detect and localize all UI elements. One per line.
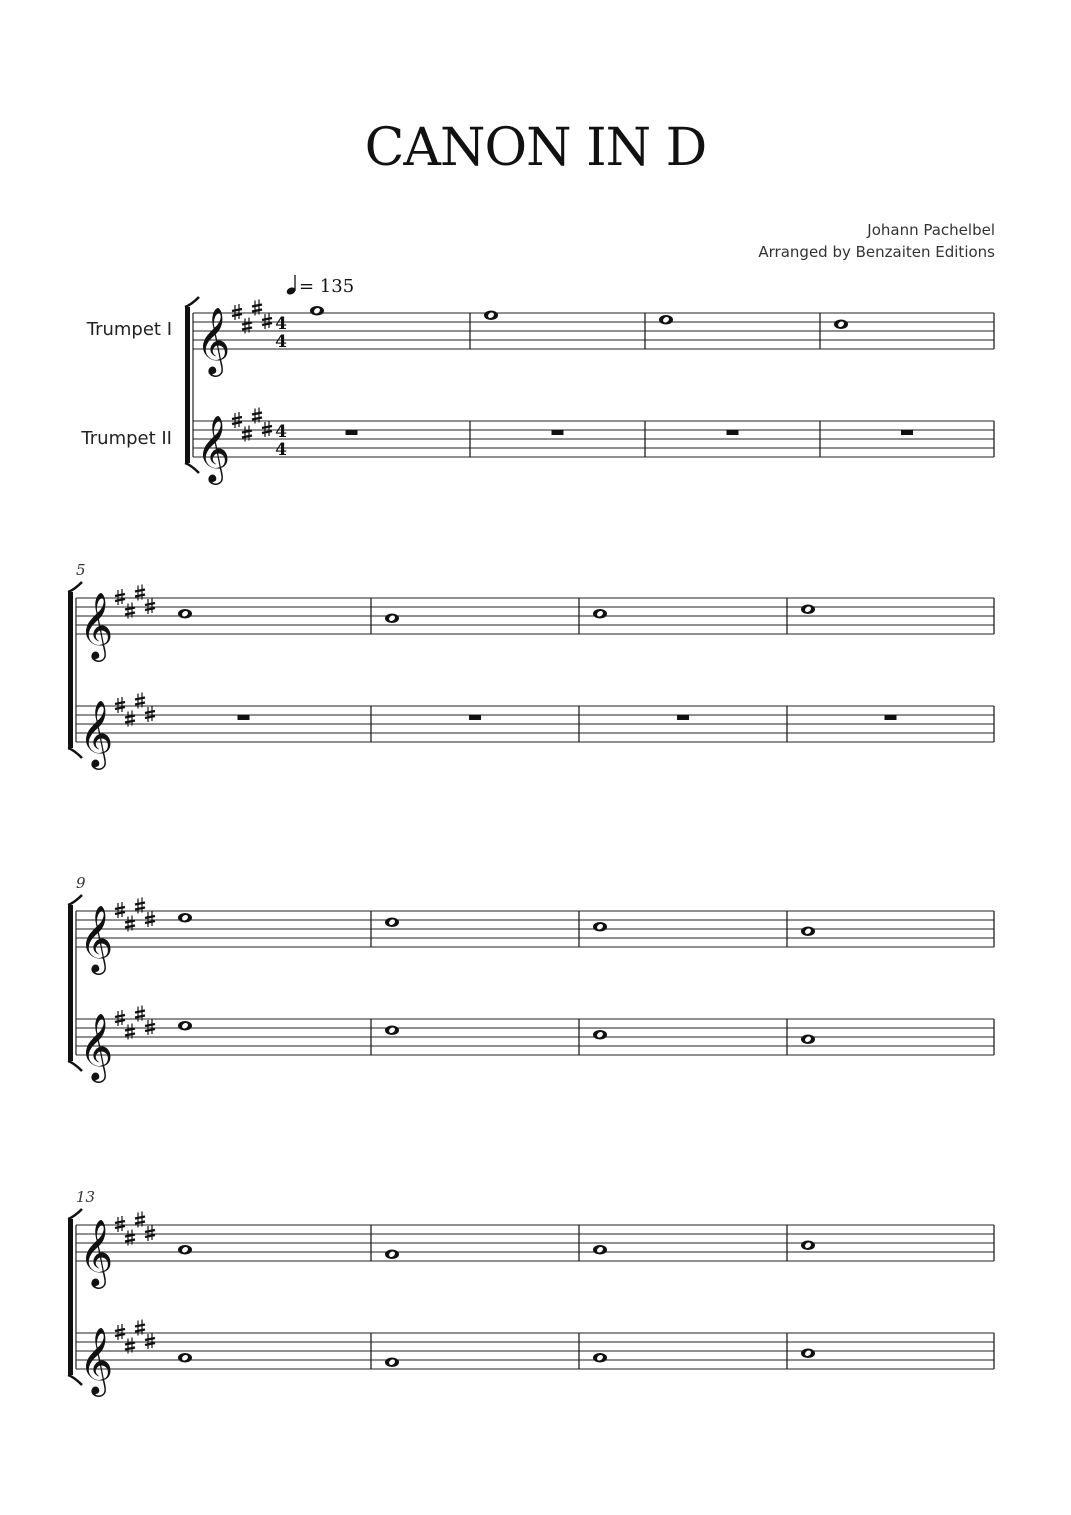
sharp-bar [115,1334,125,1336]
whole-note [834,319,848,329]
whole-rest [552,430,564,435]
sharp-bar [135,1217,145,1219]
sharp-bar [125,1034,135,1036]
whole-note [178,1245,192,1255]
sharp-bar [125,1343,135,1345]
score-title: CANON IN D [364,118,707,178]
sharp-bar [125,1348,135,1350]
whole-note [385,1357,399,1367]
sharp-bar [135,595,145,597]
measure-number: 9 [76,874,86,892]
sharp-bar [135,1011,145,1013]
whole-note [178,1353,192,1363]
whole-note [310,306,324,316]
system-bracket [185,307,190,463]
sharp-bar [125,721,135,723]
sharp-bar [145,1029,155,1031]
sharp-bar [145,1235,155,1237]
sharp-bar [242,328,252,330]
whole-note [385,917,399,927]
whole-note [484,310,498,320]
sharp-bar [145,603,155,605]
instrument-label-trumpet-2: Trumpet II [81,428,172,449]
sharp-bar [262,431,272,433]
sharp-bar [135,908,145,910]
sharp-bar [125,921,135,923]
sharp-bar [232,422,242,424]
sharp-bar [125,1029,135,1031]
staff-system-3-part-2 [76,1006,994,1084]
sharp-bar [242,323,252,325]
treble-clef-icon: 𝄞 [79,1012,114,1080]
system-bracket [68,592,73,748]
sharp-bar [115,1226,125,1228]
whole-note [385,1249,399,1259]
sharp-bar [145,916,155,918]
sharp-bar [145,716,155,718]
treble-clef-icon: 𝄞 [196,414,231,482]
whole-note [385,613,399,623]
sharp-bar [115,707,125,709]
staff-system-4-part-2 [76,1320,994,1398]
whole-note [659,315,673,325]
whole-note [801,1348,815,1358]
treble-clef-icon: 𝄞 [79,699,114,767]
measure-number: 5 [76,561,86,579]
whole-rest [727,430,739,435]
sharp-bar [125,716,135,718]
sharp-bar [252,413,262,415]
sharp-bar [252,305,262,307]
arranger-credit: Arranged by Benzaiten Editions [758,243,995,261]
treble-clef-icon: 𝄞 [79,1326,114,1394]
sharp-bar [115,1221,125,1223]
system-bracket [68,1219,73,1375]
sharp-bar [262,426,272,428]
sharp-bar [125,608,135,610]
treble-clef-icon: 𝄞 [79,591,114,659]
sharp-bar [135,590,145,592]
instrument-label-trumpet-1: Trumpet I [86,319,172,340]
time-signature-bottom: 4 [275,332,287,352]
sharp-bar [115,594,125,596]
whole-rest [346,430,358,435]
staff-system-4-part-1 [76,1212,994,1290]
whole-note [801,1034,815,1044]
sharp-bar [232,417,242,419]
sharp-bar [252,418,262,420]
tempo-value: = 135 [299,276,355,297]
staff-system-1-part-2 [193,408,994,486]
sharp-bar [145,1343,155,1345]
whole-note [593,1030,607,1040]
sharp-bar [145,1230,155,1232]
sharp-bar [115,702,125,704]
sharp-bar [145,711,155,713]
time-signature-top: 4 [275,314,287,334]
staff-system-2-part-1 [76,585,994,663]
sharp-bar [115,1329,125,1331]
sharp-bar [115,907,125,909]
whole-note [593,1353,607,1363]
sharp-bar [135,1330,145,1332]
sharp-bar [135,703,145,705]
whole-rest [677,715,689,720]
whole-note [801,1240,815,1250]
sharp-bar [115,1015,125,1017]
whole-rest [885,715,897,720]
whole-rest [901,430,913,435]
sharp-bar [125,1240,135,1242]
sharp-bar [115,599,125,601]
sharp-bar [242,436,252,438]
whole-rest [469,715,481,720]
sharp-bar [125,926,135,928]
composer-credit: Johann Pachelbel [867,221,995,239]
whole-note [385,1025,399,1035]
staff-system-1-part-1 [193,300,994,378]
whole-note [801,604,815,614]
staff-system-2-part-2 [76,693,994,771]
sharp-bar [262,318,272,320]
sharp-bar [135,1016,145,1018]
sharp-bar [145,1024,155,1026]
sharp-bar [115,1020,125,1022]
time-signature-bottom: 4 [275,440,287,460]
system-bracket [68,905,73,1061]
sharp-bar [125,613,135,615]
sharp-bar [145,921,155,923]
sharp-bar [135,698,145,700]
measure-number: 13 [76,1188,96,1206]
sharp-bar [115,912,125,914]
time-signature-top: 4 [275,422,287,442]
sharp-bar [232,309,242,311]
sharp-bar [135,903,145,905]
whole-note [593,609,607,619]
sharp-bar [135,1325,145,1327]
treble-clef-icon: 𝄞 [79,1218,114,1286]
sharp-bar [135,1222,145,1224]
sharp-bar [232,314,242,316]
whole-note [593,922,607,932]
whole-note [178,1021,192,1031]
whole-note [178,609,192,619]
sharp-bar [262,323,272,325]
whole-note [801,926,815,936]
tempo-marking [286,275,355,297]
whole-rest [238,715,250,720]
treble-clef-icon: 𝄞 [196,306,231,374]
sharp-bar [125,1235,135,1237]
sharp-bar [145,1338,155,1340]
treble-clef-icon: 𝄞 [79,904,114,972]
whole-note [593,1245,607,1255]
sharp-bar [242,431,252,433]
sharp-bar [252,310,262,312]
whole-note [178,913,192,923]
sharp-bar [145,608,155,610]
staff-system-3-part-1 [76,898,994,976]
